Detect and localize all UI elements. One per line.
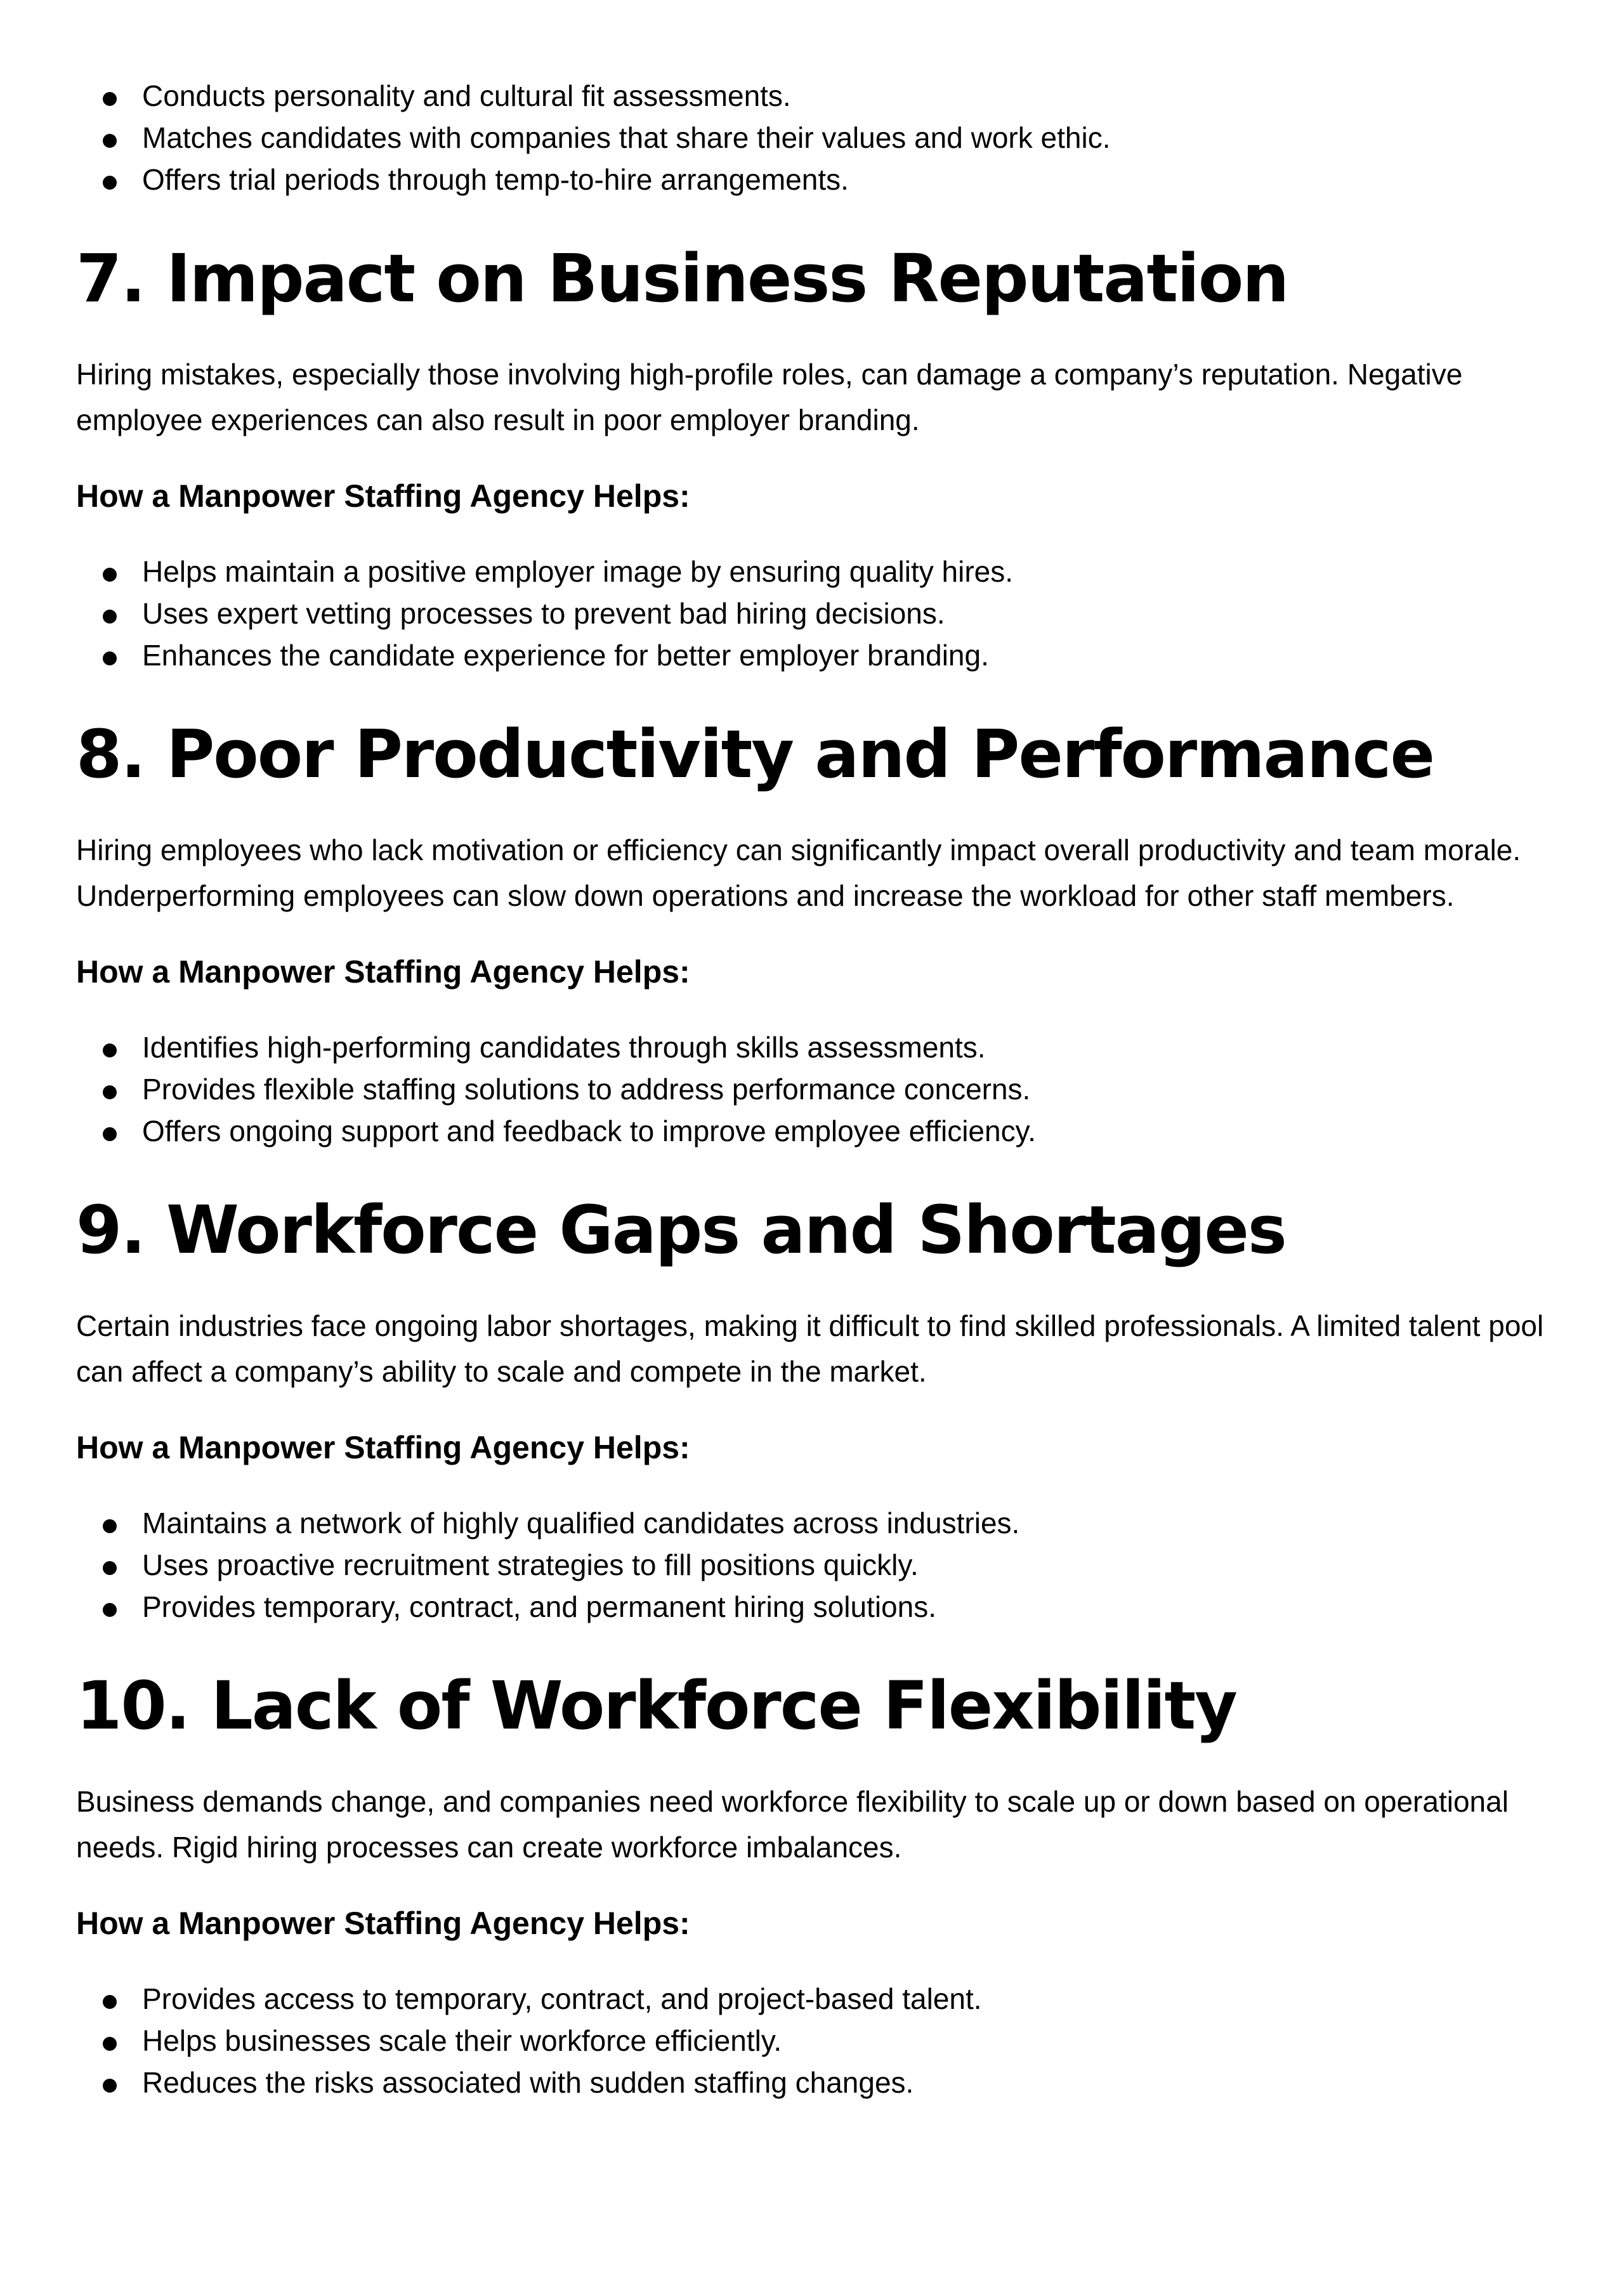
list-item bbox=[76, 2020, 1573, 2062]
list-item bbox=[76, 1978, 1573, 2020]
list-item-text: Reduces the risks associated with sudden staffing changes. bbox=[142, 2066, 914, 2099]
helps-bullet-list bbox=[76, 1502, 1573, 1628]
list-item-text: Uses proactive recruitment strategies to fill positions quickly. bbox=[142, 1548, 919, 1581]
list-item-text: Maintains a network of highly qualified candidates across industries. bbox=[142, 1507, 1020, 1540]
helps-subheading: How a Manpower Staffing Agency Helps: bbox=[76, 1430, 690, 1465]
section-body-text: Business demands change, and companies need workforce flexibility to scale up or down based on operational needs. Rigid hiring processes can create workforce imbalances. bbox=[76, 1785, 1509, 1864]
list-item bbox=[76, 1110, 1573, 1152]
bullet-icon bbox=[103, 1603, 117, 1617]
bullet-icon bbox=[103, 651, 117, 665]
list-item-text: Provides temporary, contract, and permanent hiring solutions. bbox=[142, 1590, 936, 1623]
helps-bullet-list bbox=[76, 551, 1573, 676]
bullet-icon bbox=[103, 2079, 117, 2093]
helps-bullet-list bbox=[76, 1978, 1573, 2103]
bullet-icon bbox=[103, 1043, 117, 1057]
list-item-text: Enhances the candidate experience for better employer branding. bbox=[142, 639, 989, 672]
list-item bbox=[76, 1026, 1573, 1068]
bullet-icon bbox=[103, 1519, 117, 1533]
bullet-icon bbox=[103, 2037, 117, 2051]
section-heading: 7. Impact on Business Reputation bbox=[76, 240, 1288, 317]
bullet-icon bbox=[103, 568, 117, 582]
list-item bbox=[76, 75, 1573, 117]
list-item-text: Provides access to temporary, contract, and project-based talent. bbox=[142, 1982, 982, 2015]
bullet-icon bbox=[103, 1561, 117, 1575]
document-page bbox=[76, 75, 1573, 2103]
bullet-icon bbox=[103, 610, 117, 624]
bullet-icon bbox=[103, 134, 117, 148]
bullet-icon bbox=[103, 92, 117, 106]
list-item-text: Uses expert vetting processes to prevent bad hiring decisions. bbox=[142, 597, 945, 630]
bullet-icon bbox=[103, 176, 117, 190]
section-body-text: Hiring employees who lack motivation or efficiency can significantly impact overall productivity and team morale. Underperforming employees can slow down operations and increase the workload for other staff members. bbox=[76, 834, 1521, 912]
list-item-text: Helps businesses scale their workforce efficiently. bbox=[142, 2024, 782, 2057]
section-heading: 10. Lack of Workforce Flexibility bbox=[76, 1667, 1236, 1744]
intro-bullet-list bbox=[76, 75, 1573, 200]
list-item bbox=[76, 592, 1573, 634]
helps-bullet-list bbox=[76, 1026, 1573, 1152]
bullet-icon bbox=[103, 1995, 117, 2009]
list-item bbox=[76, 634, 1573, 676]
list-item bbox=[76, 1502, 1573, 1544]
list-item-text: Offers ongoing support and feedback to improve employee efficiency. bbox=[142, 1115, 1036, 1148]
helps-subheading: How a Manpower Staffing Agency Helps: bbox=[76, 954, 690, 990]
list-item bbox=[76, 159, 1573, 200]
bullet-icon bbox=[103, 1127, 117, 1141]
list-item bbox=[76, 551, 1573, 592]
list-item-text: Identifies high-performing candidates through skills assessments. bbox=[142, 1031, 986, 1064]
list-item-text: Offers trial periods through temp-to-hire arrangements. bbox=[142, 163, 849, 196]
list-item bbox=[76, 117, 1573, 159]
list-item-text: Helps maintain a positive employer image by ensuring quality hires. bbox=[142, 555, 1014, 588]
helps-subheading: How a Manpower Staffing Agency Helps: bbox=[76, 1906, 690, 1941]
list-item-text: Conducts personality and cultural fit assessments. bbox=[142, 79, 791, 112]
list-item bbox=[76, 1068, 1573, 1110]
list-item-text: Matches candidates with companies that share their values and work ethic. bbox=[142, 121, 1111, 154]
list-item-text: Provides flexible staffing solutions to address performance concerns. bbox=[142, 1073, 1031, 1106]
bullet-icon bbox=[103, 1085, 117, 1099]
section-heading: 8. Poor Productivity and Performance bbox=[76, 716, 1434, 793]
section-body-text: Hiring mistakes, especially those involving high-profile roles, can damage a company’s reputation. Negative employee experiences can also result in poor employer branding. bbox=[76, 358, 1463, 436]
section-body-text: Certain industries face ongoing labor shortages, making it difficult to find skilled professionals. A limited talent pool can affect a company’s ability to scale and compete in the market. bbox=[76, 1309, 1544, 1388]
helps-subheading: How a Manpower Staffing Agency Helps: bbox=[76, 478, 690, 514]
section-heading: 9. Workforce Gaps and Shortages bbox=[76, 1191, 1286, 1269]
list-item bbox=[76, 1544, 1573, 1586]
list-item bbox=[76, 2062, 1573, 2103]
list-item bbox=[76, 1586, 1573, 1628]
